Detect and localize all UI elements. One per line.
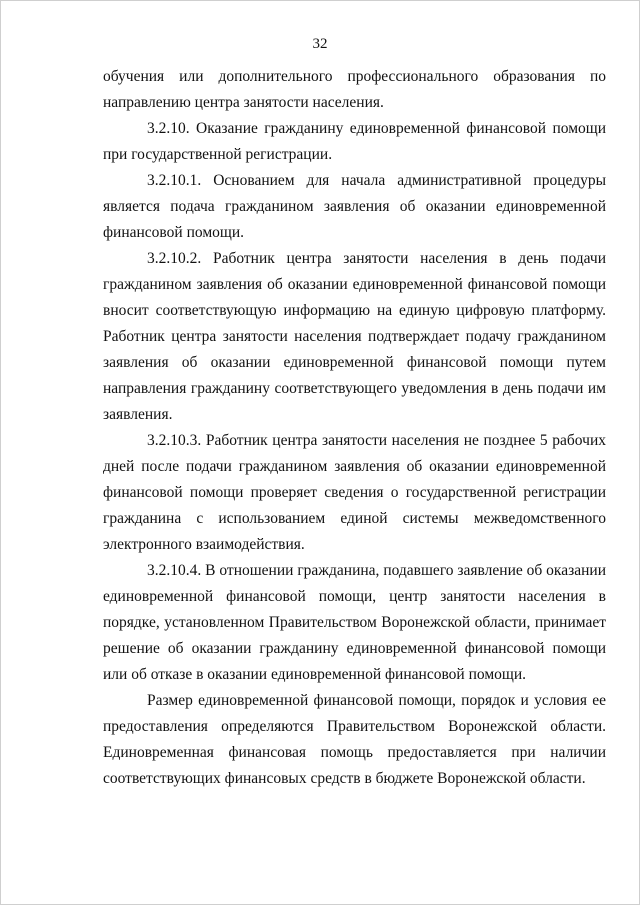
document-body [103, 64, 606, 792]
paragraph-continuation: обучения или дополнительного профессионального образования по направлению центра занятости населения. [103, 68, 606, 111]
paragraph-3-2-10-2: 3.2.10.2. Работник центра занятости населения в день подачи гражданином заявления об оказании единовременной финансовой помощи вносит соответствующую информацию на единую цифровую платформу. Работник центра занятости населения подтверждает подачу гражданином заявления об оказании единовременной финансовой помощи путем направления гражданину соответствующего уведомления в день подачи им заявления. [103, 250, 606, 423]
paragraph-3-2-10-1: 3.2.10.1. Основанием для начала административной процедуры является подача гражданином заявления об оказании единовременной финансовой помощи. [103, 172, 606, 241]
page-number: 32 [312, 36, 328, 52]
paragraph-assistance-size: Размер единовременной финансовой помощи, порядок и условия ее предоставления определяются Правительством Воронежской области. Единовременная финансовая помощь предоставляется при наличии соответствующих финансовых средств в бюджете Воронежской области. [103, 692, 606, 787]
paragraph-3-2-10: 3.2.10. Оказание гражданину единовременной финансовой помощи при государственной регистрации. [103, 120, 606, 163]
paragraph-3-2-10-4: 3.2.10.4. В отношении гражданина, подавшего заявление об оказании единовременной финансовой помощи, центр занятости населения в порядке, установленном Правительством Воронежской области, принимает решение об оказании гражданину единовременной финансовой помощи или об отказе в оказании единовременной финансовой помощи. [103, 562, 606, 683]
paragraph-3-2-10-3: 3.2.10.3. Работник центра занятости населения не позднее 5 рабочих дней после подачи гражданином заявления об оказании единовременной финансовой помощи проверяет сведения о государственной регистрации гражданина с использованием единой системы межведомственного электронного взаимодействия. [103, 432, 606, 553]
